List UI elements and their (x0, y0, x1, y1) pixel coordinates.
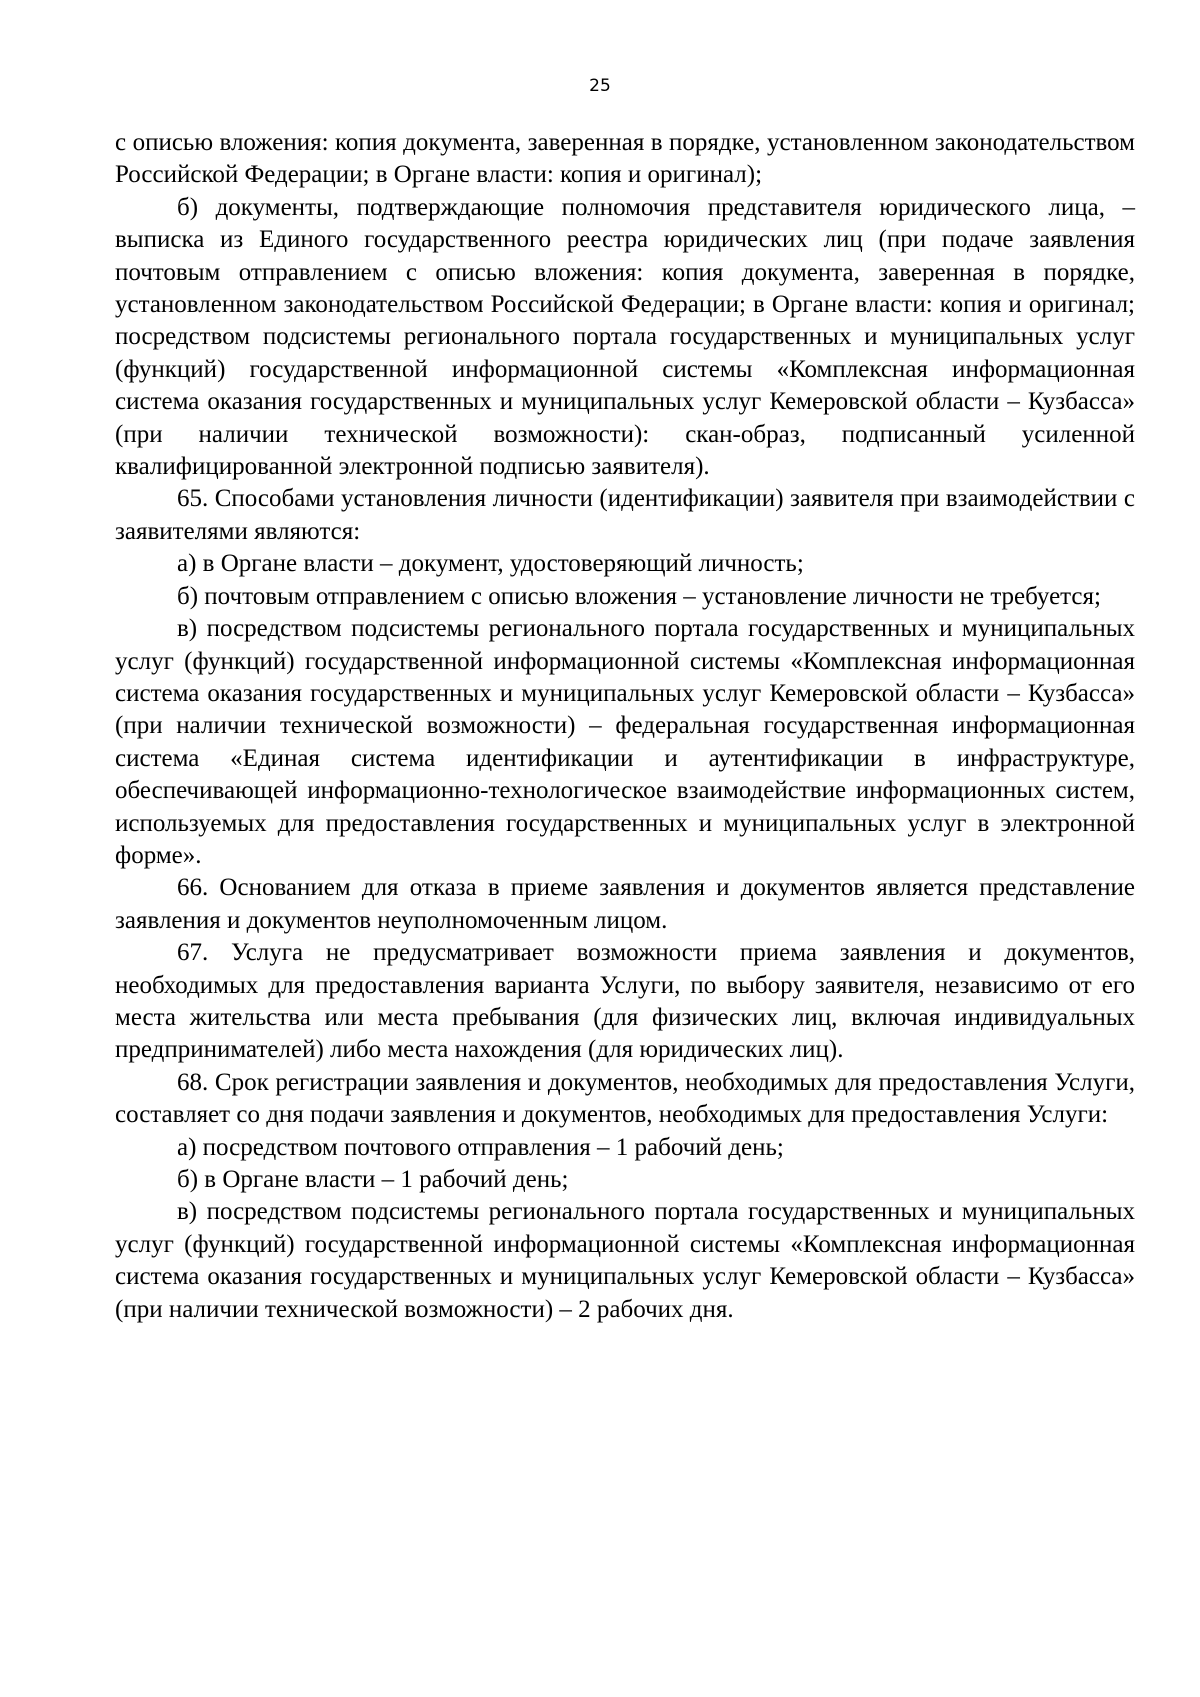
paragraph-68-a: а) посредством почтового отправления – 1 рабочий день; (177, 1133, 784, 1161)
paragraph-item-b-documents: б) документы, подтверждающие полномочия представителя юридического лица, – выписка из Единого государственного реестра юридических лиц (при подаче заявления почтовым отправлением с описью вложения: копия документа, заверенная в порядке, установленном законодательством Российской Федерации; в Органе власти: копия и оригинал; посредством подсистемы регионального портала государственных и муниципальных услуг (функций) государственной информационной системы «Комплексная информационная система оказания государственных и муниципальных услуг Кемеровской области – Кузбасса» (при наличии технической возможности): скан-образ, подписанный усиленной квалифицированной электронной подписью заявителя). (115, 193, 1135, 481)
paragraph-68: 68. Срок регистрации заявления и документов, необходимых для предоставления Услуги, составляет со дня подачи заявления и документов, необходимых для предоставления Услуги: (115, 1068, 1135, 1129)
paragraph-65-a: а) в Органе власти – документ, удостоверяющий личность; (177, 550, 804, 578)
paragraph-66: 66. Основанием для отказа в приеме заявления и документов является представление заявления и документов неуполномоченным лицом. (115, 874, 1135, 934)
paragraph-continuation: с описью вложения: копия документа, заверенная в порядке, установленном законодательством Российской Федерации; в Органе власти: копия и оригинал); (115, 129, 1135, 189)
paragraph-68-v: в) посредством подсистемы регионального портала государственных и муниципальных услуг (функций) государственной информационной системы «Комплексная информационная система оказания государственных и муниципальных услуг Кемеровской области – Кузбасса» (при наличии технической возможности) – 2 рабочих дня. (115, 1198, 1135, 1323)
paragraph-65-b: б) почтовым отправлением с описью вложения – установление личности не требуется; (177, 582, 1101, 610)
paragraph-65-v: в) посредством подсистемы регионального портала государственных и муниципальных услуг (функций) государственной информационной системы «Комплексная информационная система оказания государственных и муниципальных услуг Кемеровской области – Кузбасса» (при наличии технической возможности) – федеральная государственная информационная система «Единая система идентификации и аутентификации в инфраструктуре, обеспечивающей информационно-технологическое взаимодействие информационных систем, используемых для предоставления государственных и муниципальных услуг в электронной форме». (115, 615, 1135, 869)
document-body (115, 127, 1135, 1326)
paragraph-68-b: б) в Органе власти – 1 рабочий день; (177, 1166, 569, 1193)
paragraph-65: 65. Способами установления личности (идентификации) заявителя при взаимодействии с заявителями являются: (115, 485, 1135, 545)
paragraph-67: 67. Услуга не предусматривает возможности приема заявления и документов, необходимых для предоставления варианта Услуги, по выбору заявителя, независимо от его места жительства или места пребывания (для физических лиц, включая индивидуальных предпринимателей) либо места нахождения (для юридических лиц). (115, 939, 1135, 1064)
page-number: 25 (589, 76, 611, 96)
